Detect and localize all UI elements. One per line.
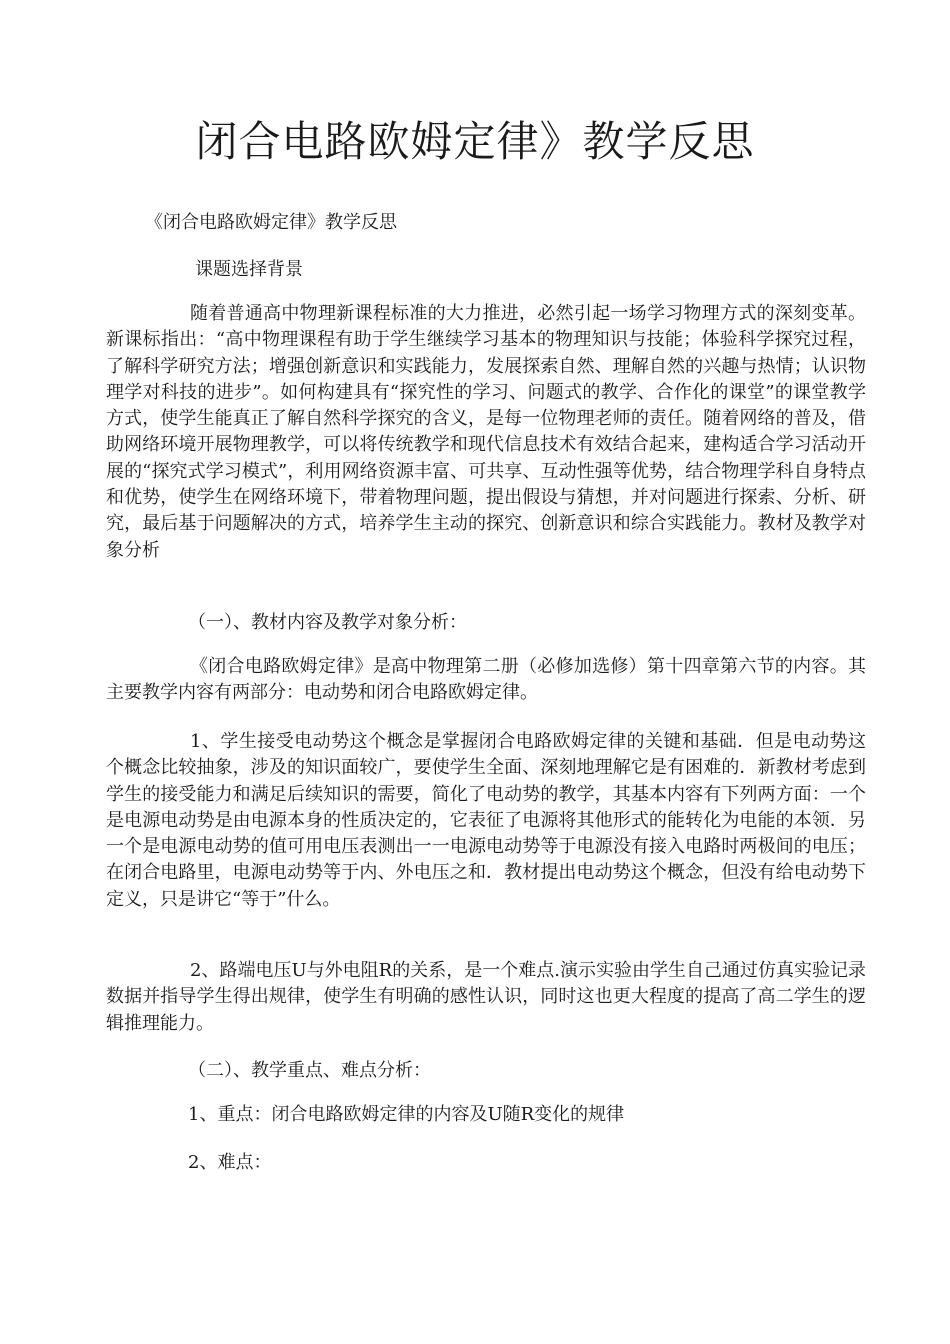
key-point-line: 1、重点：闭合电路欧姆定律的内容及U随R变化的规律 bbox=[188, 1104, 625, 1125]
section1-heading: （一）、教材内容及教学对象分析： bbox=[188, 612, 467, 633]
section2-heading: （二）、教学重点、难点分析： bbox=[188, 1060, 431, 1081]
background-heading: 课题选择背景 bbox=[195, 259, 303, 280]
section1-paragraph: 《闭合电路欧姆定律》是高中物理第二册（必修加选修）第十四章第六节的内容。其主要教学内容有两部分：电动势和闭合电路欧姆定律。 bbox=[106, 656, 866, 704]
document-subtitle: 《闭合电路欧姆定律》教学反思 bbox=[145, 212, 397, 233]
document-title: 闭合电路欧姆定律》教学反思 bbox=[195, 117, 755, 166]
intro-paragraph: 随着普通高中物理新课程标准的大力推进，必然引起一场学习物理方式的深刻变革。新课标指出：“高中物理课程有助于学生继续学习基本的物理知识与技能；体验科学探究过程，了解科学研究方法；增强创新意识和实践能力，发展探索自然、理解自然的兴趣与热情；认识物理学对科技的进步”。如何构建具有“探究性的学习、问题式的教学、合作化的课堂”的课堂教学方式，使学生能真正了解自然科学探究的含义，是每一位物理老师的责任。随着网络的普及，借助网络环境开展物理教学，可以将传统教学和现代信息技术有效结合起来，建构适合学习活动开展的“探究式学习模式”，利用网络资源丰富、可共享、互动性强等优势，结合物理学科自身特点和优势，使学生在网络环境下，带着物理问题，提出假设与猜想，并对问题进行探索、分析、研究，最后基于问题解决的方式，培养学生主动的探究、创新意识和综合实践能力。教材及教学对象分析 bbox=[106, 303, 866, 561]
point1-paragraph: 1、学生接受电动势这个概念是掌握闭合电路欧姆定律的关键和基础．但是电动势这个概念比较抽象，涉及的知识面较广，要使学生全面、深刻地理解它是有困难的．新教材考虑到学生的接受能力和满足后续知识的需要，简化了电动势的教学，其基本内容有下列两方面：一个是电源电动势是由电源本身的性质决定的，它表征了电源将其他形式的能转化为电能的本领．另一个是电源电动势的值可用电压表测出一一电源电动势等于电源没有接入电路时两极间的电压；在闭合电路里，电源电动势等于内、外电压之和．教材提出电动势这个概念，但没有给电动势下定义，只是讲它“等于”什么。 bbox=[106, 731, 866, 910]
point2-paragraph: 2、路端电压U与外电阻R的关系，是一个难点.演示实验由学生自己通过仿真实验记录数据并指导学生得出规律，使学生有明确的感性认识，同时这也更大程度的提高了高二学生的逻辑推理能力。 bbox=[106, 960, 866, 1034]
difficult-point-line: 2、难点： bbox=[188, 1152, 272, 1173]
